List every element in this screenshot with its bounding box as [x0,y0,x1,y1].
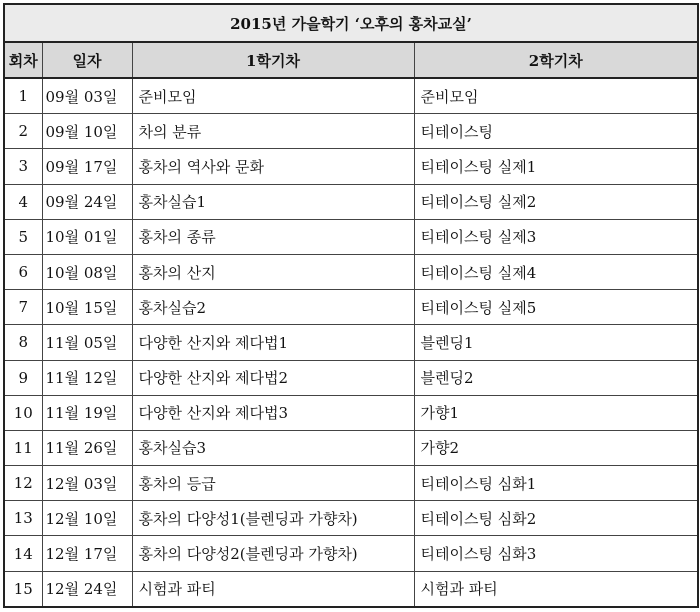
date-cell: 12월 17일 [42,536,132,571]
table-row [4,290,698,325]
schedule-title: 2015년 가을학기 ‘오후의 홍차교실’ [4,4,698,42]
term2-topic-cell: 티테이스팅 실제1 [414,149,698,184]
session-number-cell: 6 [4,254,42,289]
session-number-cell: 2 [4,114,42,149]
term2-topic-cell: 블렌딩1 [414,325,698,360]
header-no: 회차 [4,42,42,78]
header-term2: 2학기차 [414,42,698,78]
table-row [4,571,698,607]
date-cell: 12월 24일 [42,571,132,607]
schedule-document [3,3,697,609]
table-row [4,325,698,360]
header-date: 일자 [42,42,132,78]
term1-topic-cell: 홍차의 종류 [132,219,414,254]
session-number-cell: 8 [4,325,42,360]
session-number-cell: 11 [4,430,42,465]
header-term1: 1학기차 [132,42,414,78]
date-cell: 10월 01일 [42,219,132,254]
header-row [4,42,698,78]
term1-topic-cell: 홍차의 다양성2(블렌딩과 가향차) [132,536,414,571]
table-row [4,430,698,465]
term2-topic-cell: 가향1 [414,395,698,430]
date-cell: 09월 10일 [42,114,132,149]
table-row [4,184,698,219]
term2-topic-cell: 티테이스팅 실제2 [414,184,698,219]
date-cell: 11월 26일 [42,430,132,465]
term1-topic-cell: 홍차의 다양성1(블렌딩과 가향차) [132,501,414,536]
term1-topic-cell: 차의 분류 [132,114,414,149]
table-row [4,149,698,184]
table-row [4,114,698,149]
date-cell: 09월 17일 [42,149,132,184]
title-row [4,4,698,42]
session-number-cell: 3 [4,149,42,184]
schedule-table [3,3,699,608]
term1-topic-cell: 홍차의 역사와 문화 [132,149,414,184]
term1-topic-cell: 다양한 산지와 제다법2 [132,360,414,395]
session-number-cell: 14 [4,536,42,571]
term2-topic-cell: 블렌딩2 [414,360,698,395]
session-number-cell: 5 [4,219,42,254]
term1-topic-cell: 홍차실습3 [132,430,414,465]
table-row [4,219,698,254]
date-cell: 10월 15일 [42,290,132,325]
table-row [4,78,698,114]
term1-topic-cell: 다양한 산지와 제다법3 [132,395,414,430]
date-cell: 11월 05일 [42,325,132,360]
date-cell: 10월 08일 [42,254,132,289]
date-cell: 12월 10일 [42,501,132,536]
term1-topic-cell: 홍차의 산지 [132,254,414,289]
term2-topic-cell: 티테이스팅 심화2 [414,501,698,536]
session-number-cell: 1 [4,78,42,114]
term2-topic-cell: 티테이스팅 실제3 [414,219,698,254]
term1-topic-cell: 홍차실습2 [132,290,414,325]
term1-topic-cell: 다양한 산지와 제다법1 [132,325,414,360]
term2-topic-cell: 티테이스팅 심화3 [414,536,698,571]
term2-topic-cell: 티테이스팅 심화1 [414,466,698,501]
table-row [4,536,698,571]
date-cell: 11월 19일 [42,395,132,430]
table-row [4,466,698,501]
table-row [4,360,698,395]
term1-topic-cell: 시험과 파티 [132,571,414,607]
session-number-cell: 7 [4,290,42,325]
date-cell: 09월 03일 [42,78,132,114]
term1-topic-cell: 홍차실습1 [132,184,414,219]
table-row [4,254,698,289]
date-cell: 11월 12일 [42,360,132,395]
term2-topic-cell: 티테이스팅 실제5 [414,290,698,325]
term1-topic-cell: 홍차의 등급 [132,466,414,501]
table-row [4,395,698,430]
table-row [4,501,698,536]
session-number-cell: 15 [4,571,42,607]
date-cell: 12월 03일 [42,466,132,501]
date-cell: 09월 24일 [42,184,132,219]
term2-topic-cell: 티테이스팅 실제4 [414,254,698,289]
term2-topic-cell: 시험과 파티 [414,571,698,607]
session-number-cell: 13 [4,501,42,536]
term2-topic-cell: 티테이스팅 [414,114,698,149]
session-number-cell: 4 [4,184,42,219]
session-number-cell: 12 [4,466,42,501]
session-number-cell: 10 [4,395,42,430]
term1-topic-cell: 준비모임 [132,78,414,114]
term2-topic-cell: 준비모임 [414,78,698,114]
session-number-cell: 9 [4,360,42,395]
term2-topic-cell: 가향2 [414,430,698,465]
